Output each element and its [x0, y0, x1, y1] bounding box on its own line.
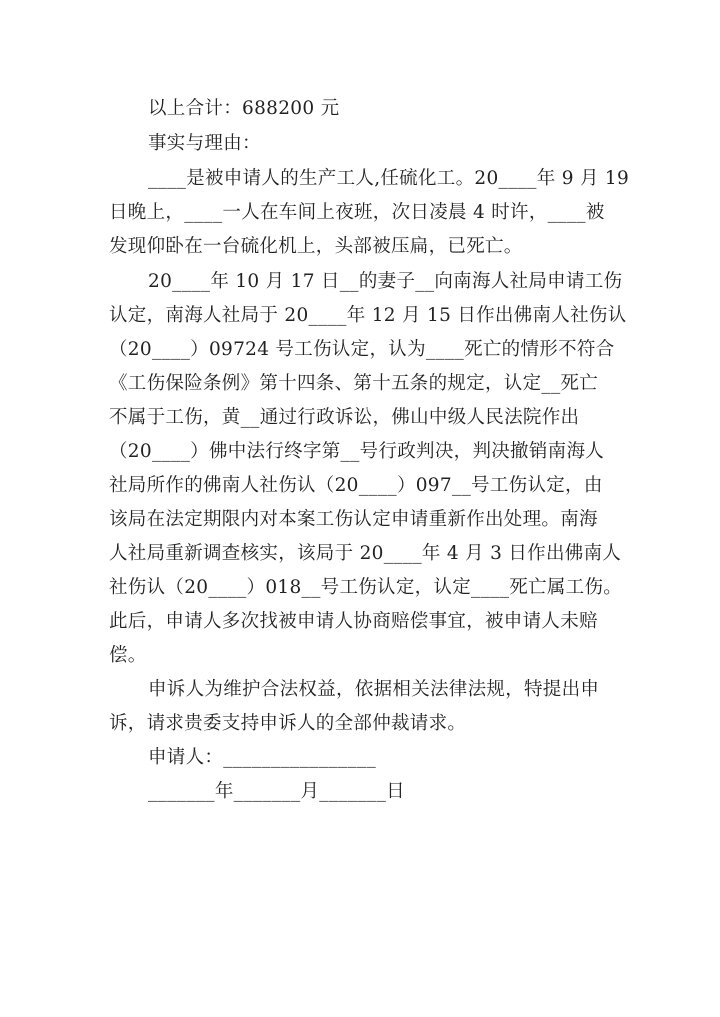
para2-line: 《工伤保险条例》第十四条、第十五条的规定，认定__死亡: [109, 373, 599, 394]
para1-line: ____是被申请人的生产工人,任硫化工。20____年 9 月 19: [148, 168, 630, 189]
para3-line: 诉，请求贵委支持申诉人的全部仲裁请求。: [109, 713, 467, 734]
para2-line: （20____）09724 号工伤认定，认为____死亡的情形不符合: [109, 339, 615, 360]
para2-line: 此后，申请人多次找被申请人协商赔偿事宜，被申请人未赔: [109, 611, 598, 632]
para1-line: 发现仰卧在一台硫化机上，头部被压扁，已死亡。: [109, 236, 523, 257]
para1-line: 日晚上，____一人在车间上夜班，次日凌晨 4 时许，____被: [109, 202, 605, 223]
total-line: 以上合计：688200 元: [148, 98, 340, 119]
para2-line: 该局在法定期限内对本案工伤认定申请重新作出处理。南海: [109, 509, 598, 530]
para3-line: 申诉人为维护合法权益，依据相关法律法规，特提出申: [148, 679, 600, 700]
para2-line: （20____）佛中法行终字第__号行政判决，判决撤销南海人: [109, 441, 605, 462]
facts-heading: 事实与理由：: [148, 133, 261, 154]
para2-line: 社伤认（20____）018__号工伤认定，认定____死亡属工伤。: [109, 577, 623, 598]
para2-line: 不属于工伤，黄__通过行政诉讼，佛山中级人民法院作出: [109, 407, 580, 428]
para2-line: 社局所作的佛南人社伤认（20____）097__号工伤认定，由: [109, 475, 603, 496]
applicant-signature-line: 申请人：________________: [148, 747, 377, 768]
para2-line: 人社局重新调查核实，该局于 20____年 4 月 3 日作出佛南人: [109, 543, 622, 564]
para2-line: 偿。: [109, 645, 147, 666]
para2-line: 认定，南海人社局于 20____年 12 月 15 日作出佛南人社伤认: [109, 305, 627, 326]
para2-line: 20____年 10 月 17 日__的妻子__向南海人社局申请工伤: [148, 271, 623, 292]
date-line: _______年_______月_______日: [148, 781, 405, 802]
